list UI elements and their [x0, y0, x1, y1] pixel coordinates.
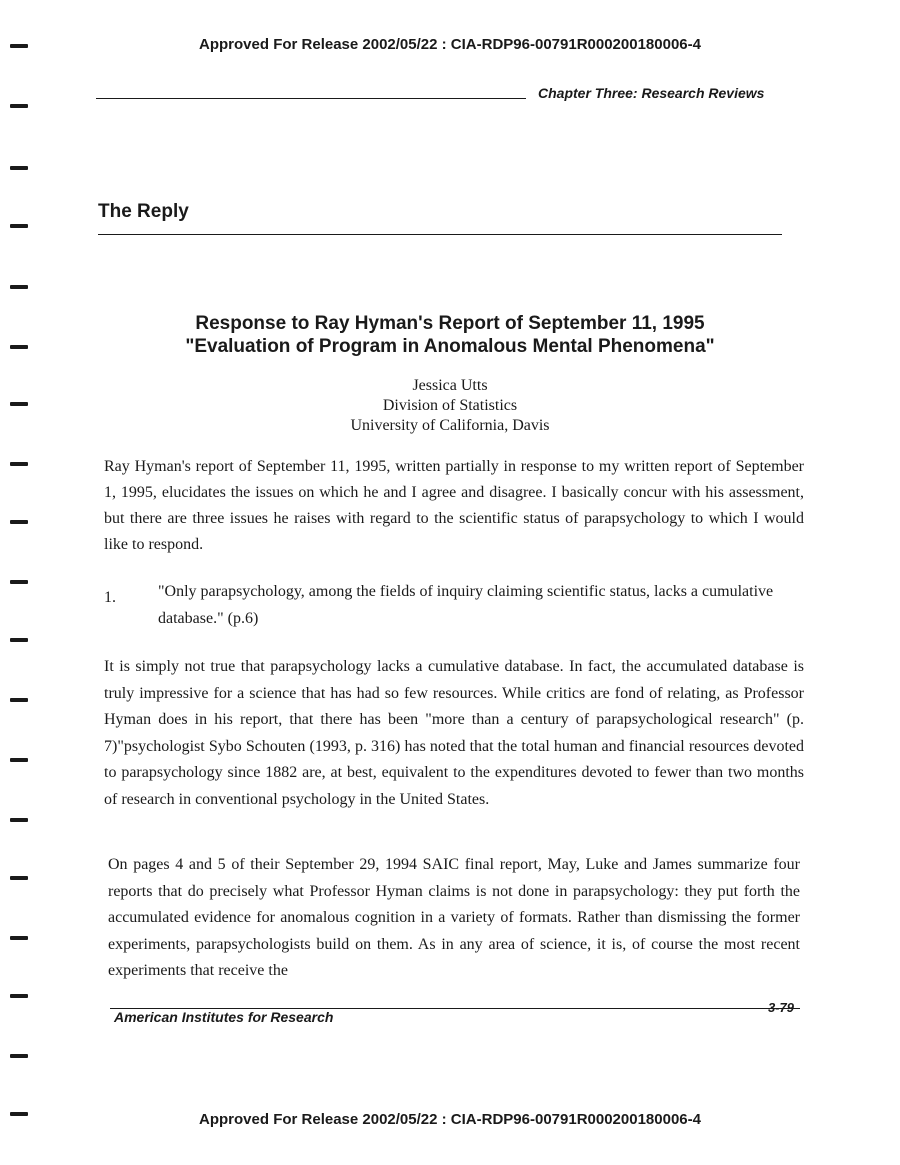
intro-paragraph: Ray Hyman's report of September 11, 1995, written partially in response to my written report of September 1, 1995, elucidates the issues on which he and I agree and disagree. I basically concur with his assessment, but there are three issues he raises with regard to the scientific status of parapsychology to which I would like to respond. — [104, 458, 804, 553]
punch-hole-mark — [10, 698, 28, 702]
punch-hole-mark — [10, 44, 28, 48]
paper-title-line-2: "Evaluation of Program in Anomalous Mental Phenomena" — [185, 336, 715, 357]
release-stamp-bottom: Approved For Release 2002/05/22 : CIA-RDP96-00791R000200180006-4 — [199, 1111, 701, 1128]
author-department: Division of Statistics — [382, 397, 518, 414]
author-name: Jessica Utts — [412, 377, 488, 394]
chapter-heading: Chapter Three: Research Reviews — [538, 85, 765, 101]
punch-hole-mark — [10, 462, 28, 466]
punch-hole-mark — [10, 345, 28, 349]
release-stamp-top: Approved For Release 2002/05/22 : CIA-RDP96-00791R000200180006-4 — [199, 36, 701, 53]
punch-hole-mark — [10, 1054, 28, 1058]
list-item-quote: "Only parapsychology, among the fields of inquiry claiming scientific status, lacks a cumulative database." (p.6) — [158, 583, 774, 627]
section-rule — [98, 234, 782, 235]
punch-hole-mark — [10, 166, 28, 170]
punch-hole-mark — [10, 402, 28, 406]
punch-hole-mark — [10, 104, 28, 108]
punch-hole-mark — [10, 758, 28, 762]
punch-hole-mark — [10, 285, 28, 289]
punch-hole-mark — [10, 580, 28, 584]
paper-title-line-1: Response to Ray Hyman's Report of September 11, 1995 — [195, 313, 705, 334]
punch-hole-mark — [10, 994, 28, 998]
footer-organization: American Institutes for Research — [114, 1009, 334, 1025]
punch-hole-mark — [10, 1112, 28, 1116]
punch-hole-mark — [10, 936, 28, 940]
body-paragraph-2: It is simply not true that parapsychology lacks a cumulative database. In fact, the accumulated database is truly impressive for a science that has had so few resources. While critics are fond of relating, as Professor Hyman does in his report, that there has been "more than a century of parapsychological research" (p. 7)"psychologist Sybo Schouten (1993, p. 316) has noted that the total human and financial resources devoted to parapsychology since 1882 are, at best, equivalent to the expenditures devoted to fewer than two months of research in conventional psychology in the United States. — [104, 658, 804, 808]
punch-hole-mark — [10, 818, 28, 822]
footer-page-number: 3-79 — [768, 1000, 795, 1015]
body-paragraph-3: On pages 4 and 5 of their September 29, 1994 SAIC final report, May, Luke and James summarize four reports that do precisely what Professor Hyman claims is not done in parapsychology: they put forth the accumulated evidence for anomalous cognition in a variety of formats. Rather than dismissing the former experiments, parapsychologists build on them. As in any area of science, it is, of course the most recent experiments that receive the — [108, 856, 800, 979]
header-rule — [96, 98, 526, 99]
punch-hole-mark — [10, 520, 28, 524]
punch-hole-mark — [10, 876, 28, 880]
author-institution: University of California, Davis — [350, 417, 550, 434]
punch-hole-mark — [10, 638, 28, 642]
list-item-number: 1. — [104, 589, 116, 606]
section-title: The Reply — [98, 201, 189, 222]
punch-hole-mark — [10, 224, 28, 228]
